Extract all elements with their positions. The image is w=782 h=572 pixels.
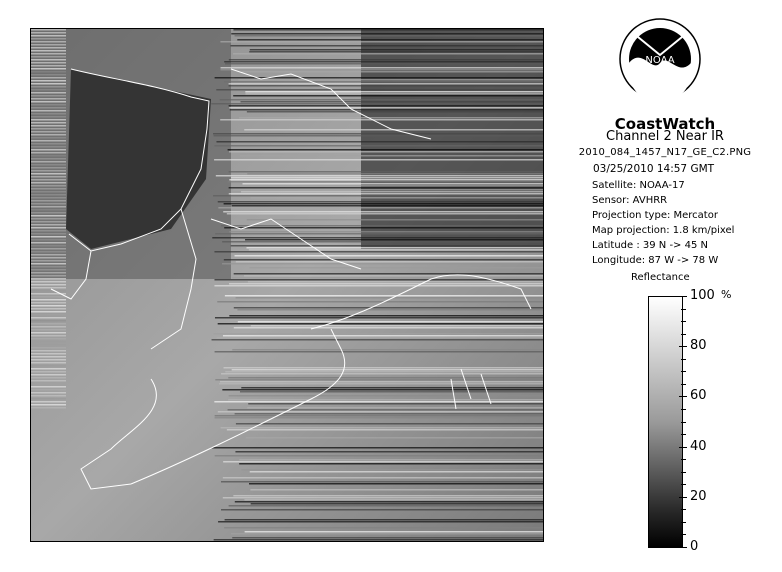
colorbar-minor-tick — [681, 472, 686, 473]
colorbar-tick-label: 60 — [690, 388, 707, 403]
colorbar-minor-tick — [681, 321, 686, 322]
colorbar-minor-tick — [681, 334, 686, 335]
colorbar — [648, 296, 683, 548]
projection-type: Projection type: Mercator — [592, 210, 718, 221]
colorbar-minor-tick — [681, 422, 686, 423]
colorbar-tick — [679, 447, 687, 448]
filename: 2010_084_1457_N17_GE_C2.PNG — [578, 147, 752, 158]
colorbar-tick-label: 80 — [690, 338, 707, 353]
colorbar-title: Reflectance — [631, 272, 690, 283]
colorbar-minor-tick — [681, 459, 686, 460]
colorbar-minor-tick — [681, 434, 686, 435]
colorbar-tick-label: 40 — [690, 439, 707, 454]
colorbar-minor-tick — [681, 409, 686, 410]
colorbar-minor-tick — [681, 484, 686, 485]
sensor: Sensor: AVHRR — [592, 195, 668, 206]
datetime: 03/25/2010 14:57 GMT — [593, 163, 715, 175]
noaa-logo — [618, 17, 702, 101]
satellite: Satellite: NOAA-17 — [592, 180, 685, 191]
colorbar-tick — [679, 296, 687, 297]
satellite-image — [30, 28, 544, 542]
colorbar-minor-tick — [681, 534, 686, 535]
colorbar-tick-label: 0 — [690, 539, 699, 554]
colorbar-minor-tick — [681, 509, 686, 510]
longitude: Longitude: 87 W -> 78 W — [592, 255, 719, 266]
colorbar-tick — [679, 547, 687, 548]
svg-text:NOAA: NOAA — [645, 55, 675, 66]
colorbar-tick — [679, 346, 687, 347]
colorbar-tick — [679, 497, 687, 498]
colorbar-tick-label: 20 — [690, 489, 707, 504]
colorbar-minor-tick — [681, 522, 686, 523]
colorbar-minor-tick — [681, 371, 686, 372]
colorbar-tick — [679, 396, 687, 397]
colorbar-tick-label: 100 — [690, 288, 715, 303]
latitude: Latitude : 39 N -> 45 N — [592, 240, 708, 251]
title: CoastWatch — [614, 115, 716, 133]
colorbar-minor-tick — [681, 359, 686, 360]
map-projection: Map projection: 1.8 km/pixel — [592, 225, 735, 236]
subtitle: Channel 2 Near IR — [606, 129, 724, 144]
colorbar-unit: % — [721, 288, 732, 301]
colorbar-minor-tick — [681, 384, 686, 385]
colorbar-minor-tick — [681, 309, 686, 310]
